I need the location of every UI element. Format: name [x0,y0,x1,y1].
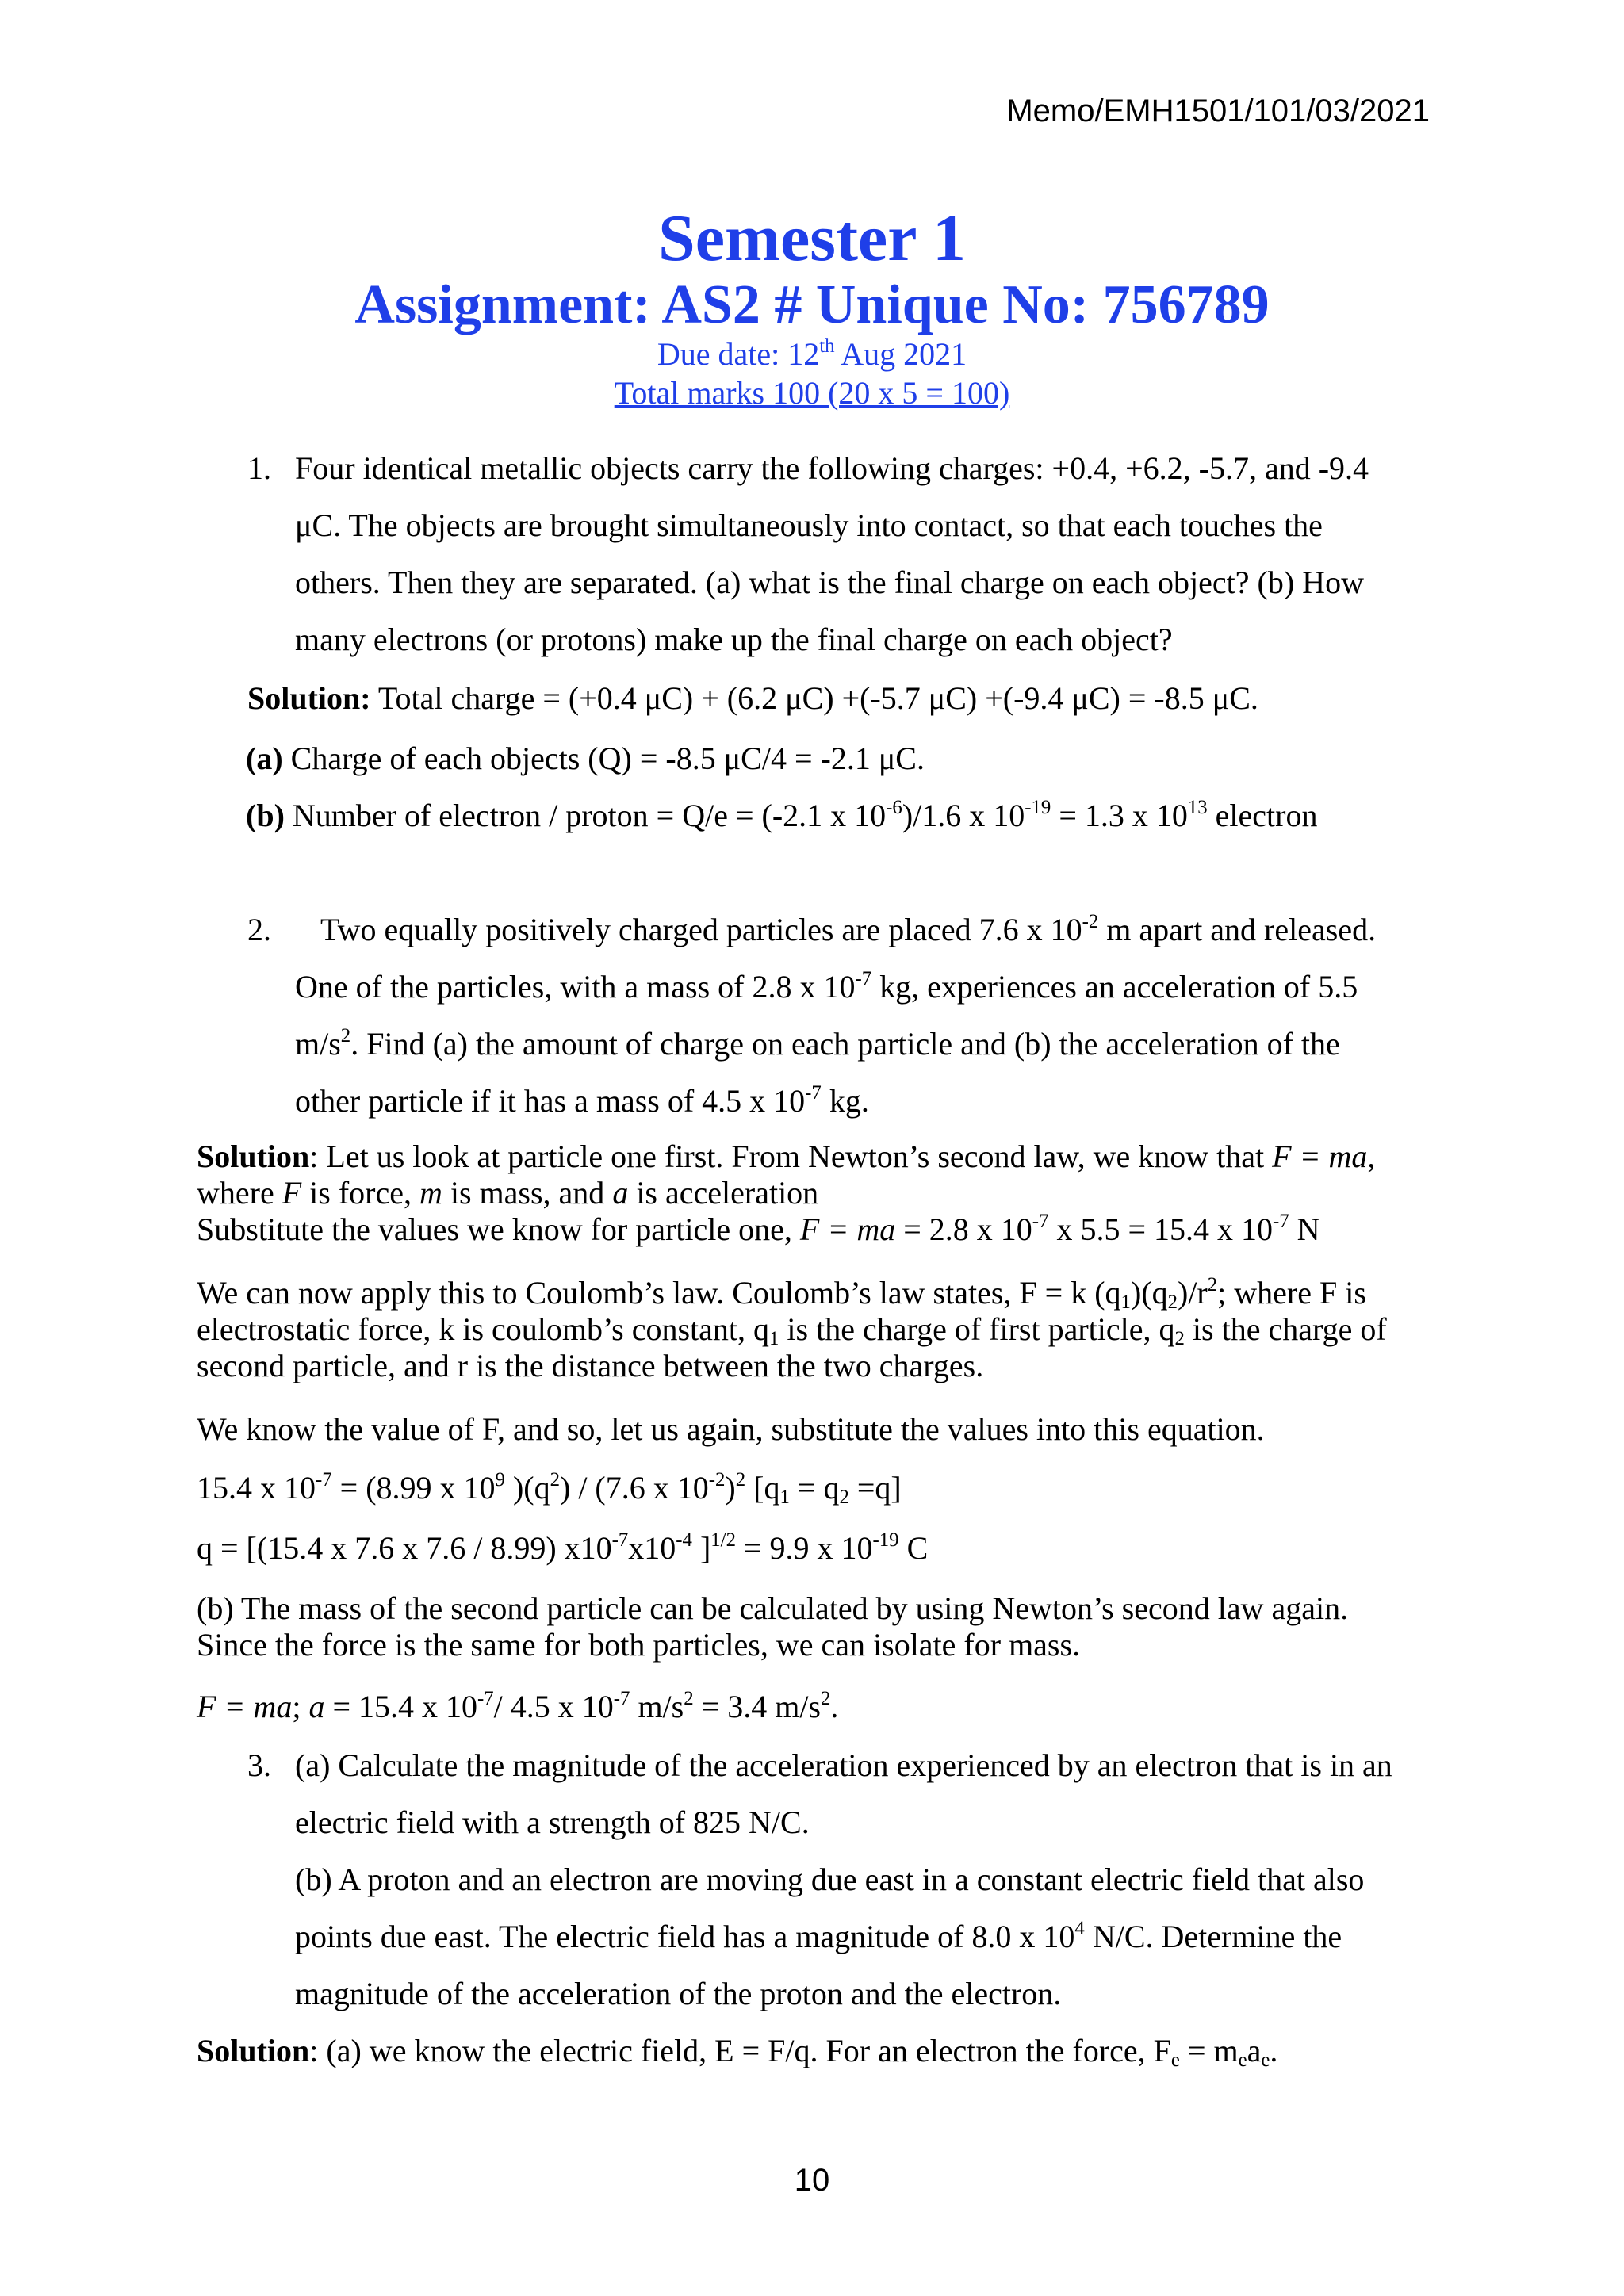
question-3-number: 3. [247,1747,271,1783]
page-number: 10 [794,2163,830,2198]
question-3-line: (a) Calculate the magnitude of the acceleration experienced by an electron that is in an [295,1747,1392,1783]
question-1-number: 1. [247,450,271,486]
question-3-line: (b) A proton and an electron are moving due east in a constant electric field that also [295,1862,1365,1897]
question-2-line: Two equally positively charged particles are placed 7.6 x $10^{-2}$ m apart and released. [320,910,1377,947]
question-1-part-b: (b) Number of electron / proton = Q/e = (-2.1 x $10^{-6})/1.6$ x $10^{-19} = 1.3$ x $10^{13}$ electron [246,796,1318,833]
question-3-line: magnitude of the acceleration of the proton and the electron. [295,1976,1062,2011]
question-1-line: others. Then they are separated. (a) what is the final charge on each object? (b) How [295,564,1364,600]
assignment-title: Assignment: AS2 # Unique No: 756789 [354,274,1270,335]
question-1-line: μC. The objects are brought simultaneously into contact, so that each touches the [295,507,1323,543]
total-marks: Total marks 100 (20 x 5 = 100) [614,375,1010,411]
semester-title: Semester 1 [658,201,966,275]
solution-line: second particle, and r is the distance between the two charges. [197,1348,984,1383]
solution-line: We know the value of F, and so, let us again, substitute the values into this equation. [197,1411,1265,1447]
equation-acceleration: F = ma; a = 15.4 x $10^{-7}/$ 4.5 x $10^{-7}$ $m/s^2 = 3.4$ $m/s^2$. [197,1687,839,1724]
question-1-line: Four identical metallic objects carry the following charges: +0.4, +6.2, -5.7, and -9.4 [295,450,1369,486]
due-date: Due date: 12th Aug 2021 [657,335,967,372]
question-3-solution: Solution: (a) we know the electric field, E = F/q. For an electron the force, $F_e = m_ea_e$. [197,2033,1278,2072]
equation-charge: q = [(15.4 x 7.6 x 7.6 / 8.99) $x10^{-7}x10^{-4}$ ]$^{1/2}$ = 9.9 x $10^{-19}$ C [197,1529,929,1566]
equation-coulomb: 15.4 x $10^{-7} = (8.99$ x $10^9$ )$(q^2) / (7.6$ x $10^{-2})^2$ $[q_1 = q_2 =q]$ [197,1468,902,1509]
solution-line: electrostatic force, k is coulomb’s constant, $q_1$ is the charge of first particle, $q_2$ is the charge of [197,1311,1387,1350]
solution-line: (b) The mass of the second particle can be calculated by using Newton’s second law again. [197,1590,1349,1626]
question-2-line: other particle if it has a mass of 4.5 x $10^{-7}$ kg. [295,1081,869,1119]
question-1-part-a: (a) Charge of each objects (Q) = -8.5 μC/4 = -2.1 μC. [246,740,925,776]
question-2-number: 2. [247,912,271,947]
question-2-line: $m/s^2$. Find (a) the amount of charge on each particle and (b) the acceleration of the [295,1024,1340,1062]
question-3-line: points due east. The electric field has a magnitude of 8.0 x $10^4$ N/C. Determine the [295,1917,1342,1954]
question-1-line: many electrons (or protons) make up the final charge on each object? [295,622,1173,657]
solution-line: where F is force, m is mass, and a is acceleration [197,1175,819,1211]
solution-line: Since the force is the same for both particles, we can isolate for mass. [197,1627,1081,1663]
question-2-solution: Solution: Let us look at particle one first. From Newton’s second law, we know that F = ma, [197,1138,1376,1174]
question-1-solution: Solution: Total charge = (+0.4 μC) + (6.2 μC) +(-5.7 μC) +(-9.4 μC) = -8.5 μC. [247,680,1258,716]
memo-reference: Memo/EMH1501/101/03/2021 [1006,94,1430,128]
solution-line: We can now apply this to Coulomb’s law. Coulomb’s law states, F = k $(q_1)(q_2)/r^2$; where F is [197,1273,1366,1314]
solution-line: Substitute the values we know for particle one, F = ma = 2.8 x $10^{-7}$ x 5.5 = 15.4 x $10^{-7}$ N [197,1210,1320,1247]
question-3-line: electric field with a strength of 825 N/C. [295,1804,810,1840]
question-2-line: One of the particles, with a mass of 2.8 x $10^{-7}$ kg, experiences an acceleration of 5.5 [295,967,1358,1004]
